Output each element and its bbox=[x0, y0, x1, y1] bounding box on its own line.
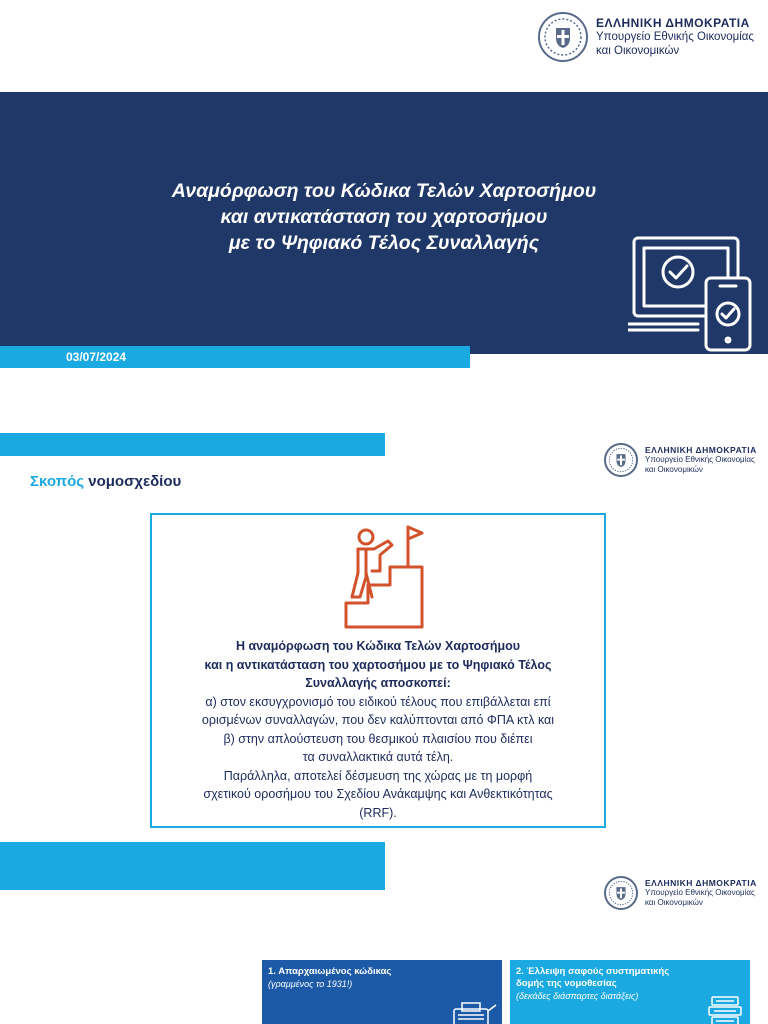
ministry-logo bbox=[604, 443, 757, 477]
document-stack-icon bbox=[706, 995, 746, 1024]
section-title-highlight: Σκοπός bbox=[30, 473, 85, 490]
ministry-line2: Υπουργείο Εθνικής Οικονομίας bbox=[645, 455, 755, 464]
problem-card-1 bbox=[262, 960, 502, 1024]
ministry-line1: ΕΛΛΗΝΙΚΗ ΔΗΜΟΚΡΑΤΙΑ bbox=[645, 445, 757, 455]
ministry-logo bbox=[538, 12, 754, 62]
ministry-logo bbox=[604, 876, 757, 910]
problems-slide bbox=[0, 842, 768, 1024]
header-stripe bbox=[0, 433, 385, 456]
purpose-line-7: (RRF). bbox=[359, 805, 397, 820]
problem-card-1-subtitle: (γραμμένος το 1931!) bbox=[268, 979, 353, 989]
problem-card-2-title-line-2: δομής της νομοθεσίας bbox=[516, 978, 617, 989]
purpose-box bbox=[150, 513, 606, 828]
ministry-line1: ΕΛΛΗΝΙΚΗ ΔΗΜΟΚΡΑΤΙΑ bbox=[596, 16, 750, 30]
typewriter-icon bbox=[452, 1001, 498, 1024]
purpose-line-5: Παράλληλα, αποτελεί δέσμευση της χώρας με τη μορφή bbox=[223, 768, 533, 783]
problem-card-2-subtitle: (δεκάδες διάσπαρτες διατάξεις) bbox=[516, 991, 639, 1001]
ministry-line3: και Οικονομικών bbox=[645, 465, 703, 474]
greek-seal-icon bbox=[604, 443, 638, 477]
purpose-slide bbox=[0, 420, 768, 840]
ministry-line3: και Οικονομικών bbox=[645, 898, 703, 907]
purpose-line-6: σχετικού οροσήμου του Σχεδίου Ανάκαμψης και Ανθεκτικότητας bbox=[203, 787, 553, 801]
purpose-bold-line-1: Η αναμόρφωση του Κώδικα Τελών Χαρτοσήμου bbox=[235, 639, 521, 653]
purpose-text bbox=[158, 637, 598, 822]
problem-card-2-title-line-1: 2. Έλλειψη σαφούς συστηματικής bbox=[516, 966, 670, 977]
title-line-2: και αντικατάσταση του χαρτοσήμου bbox=[220, 206, 548, 228]
title-line-1: Αναμόρφωση του Κώδικα Τελών Χαρτοσήμου bbox=[171, 180, 597, 202]
purpose-line-2: ορισμένων συναλλαγών, που δεν καλύπτονται από ΦΠΑ κτλ και bbox=[201, 713, 555, 727]
problem-card-1-title: 1. Απαρχαιωμένος κώδικας bbox=[268, 966, 392, 977]
greek-seal-icon bbox=[604, 876, 638, 910]
devices-check-icon bbox=[628, 234, 758, 359]
presentation-title bbox=[60, 178, 708, 256]
problem-card-2-title bbox=[516, 966, 669, 990]
ministry-line2: Υπουργείο Εθνικής Οικονομίας bbox=[645, 888, 755, 897]
ministry-line2: Υπουργείο Εθνικής Οικονομίας bbox=[596, 31, 754, 43]
header-stripe bbox=[0, 842, 385, 890]
title-slide bbox=[0, 0, 768, 395]
ministry-line1: ΕΛΛΗΝΙΚΗ ΔΗΜΟΚΡΑΤΙΑ bbox=[645, 878, 757, 888]
ministry-line3: και Οικονομικών bbox=[596, 45, 680, 57]
greek-seal-icon bbox=[538, 12, 588, 62]
stairs-climber-flag-icon bbox=[342, 523, 432, 636]
purpose-line-4: τα συναλλακτικά αυτά τέλη. bbox=[302, 750, 454, 764]
section-title-rest: νομοσχεδίου bbox=[84, 473, 182, 490]
title-line-3: με το Ψηφιακό Τέλος Συναλλαγής bbox=[228, 232, 540, 254]
purpose-bold-line-2: και η αντικατάσταση του χαρτοσήμου με το Ψηφιακό Τέλος bbox=[204, 657, 552, 672]
section-title bbox=[30, 473, 181, 490]
date-bar bbox=[0, 346, 470, 368]
purpose-bold-line-3: Συναλλαγής αποσκοπεί: bbox=[305, 676, 451, 690]
hero-banner bbox=[0, 92, 768, 354]
purpose-line-3: β) στην απλούστευση του θεσμικού πλαισίου που διέπει bbox=[223, 731, 533, 746]
presentation-date: 03/07/2024 bbox=[66, 350, 127, 364]
purpose-line-1: α) στον εκσυγχρονισμό του ειδικού τέλους που επιβάλλεται επί bbox=[205, 694, 551, 709]
problem-card-2 bbox=[510, 960, 750, 1024]
